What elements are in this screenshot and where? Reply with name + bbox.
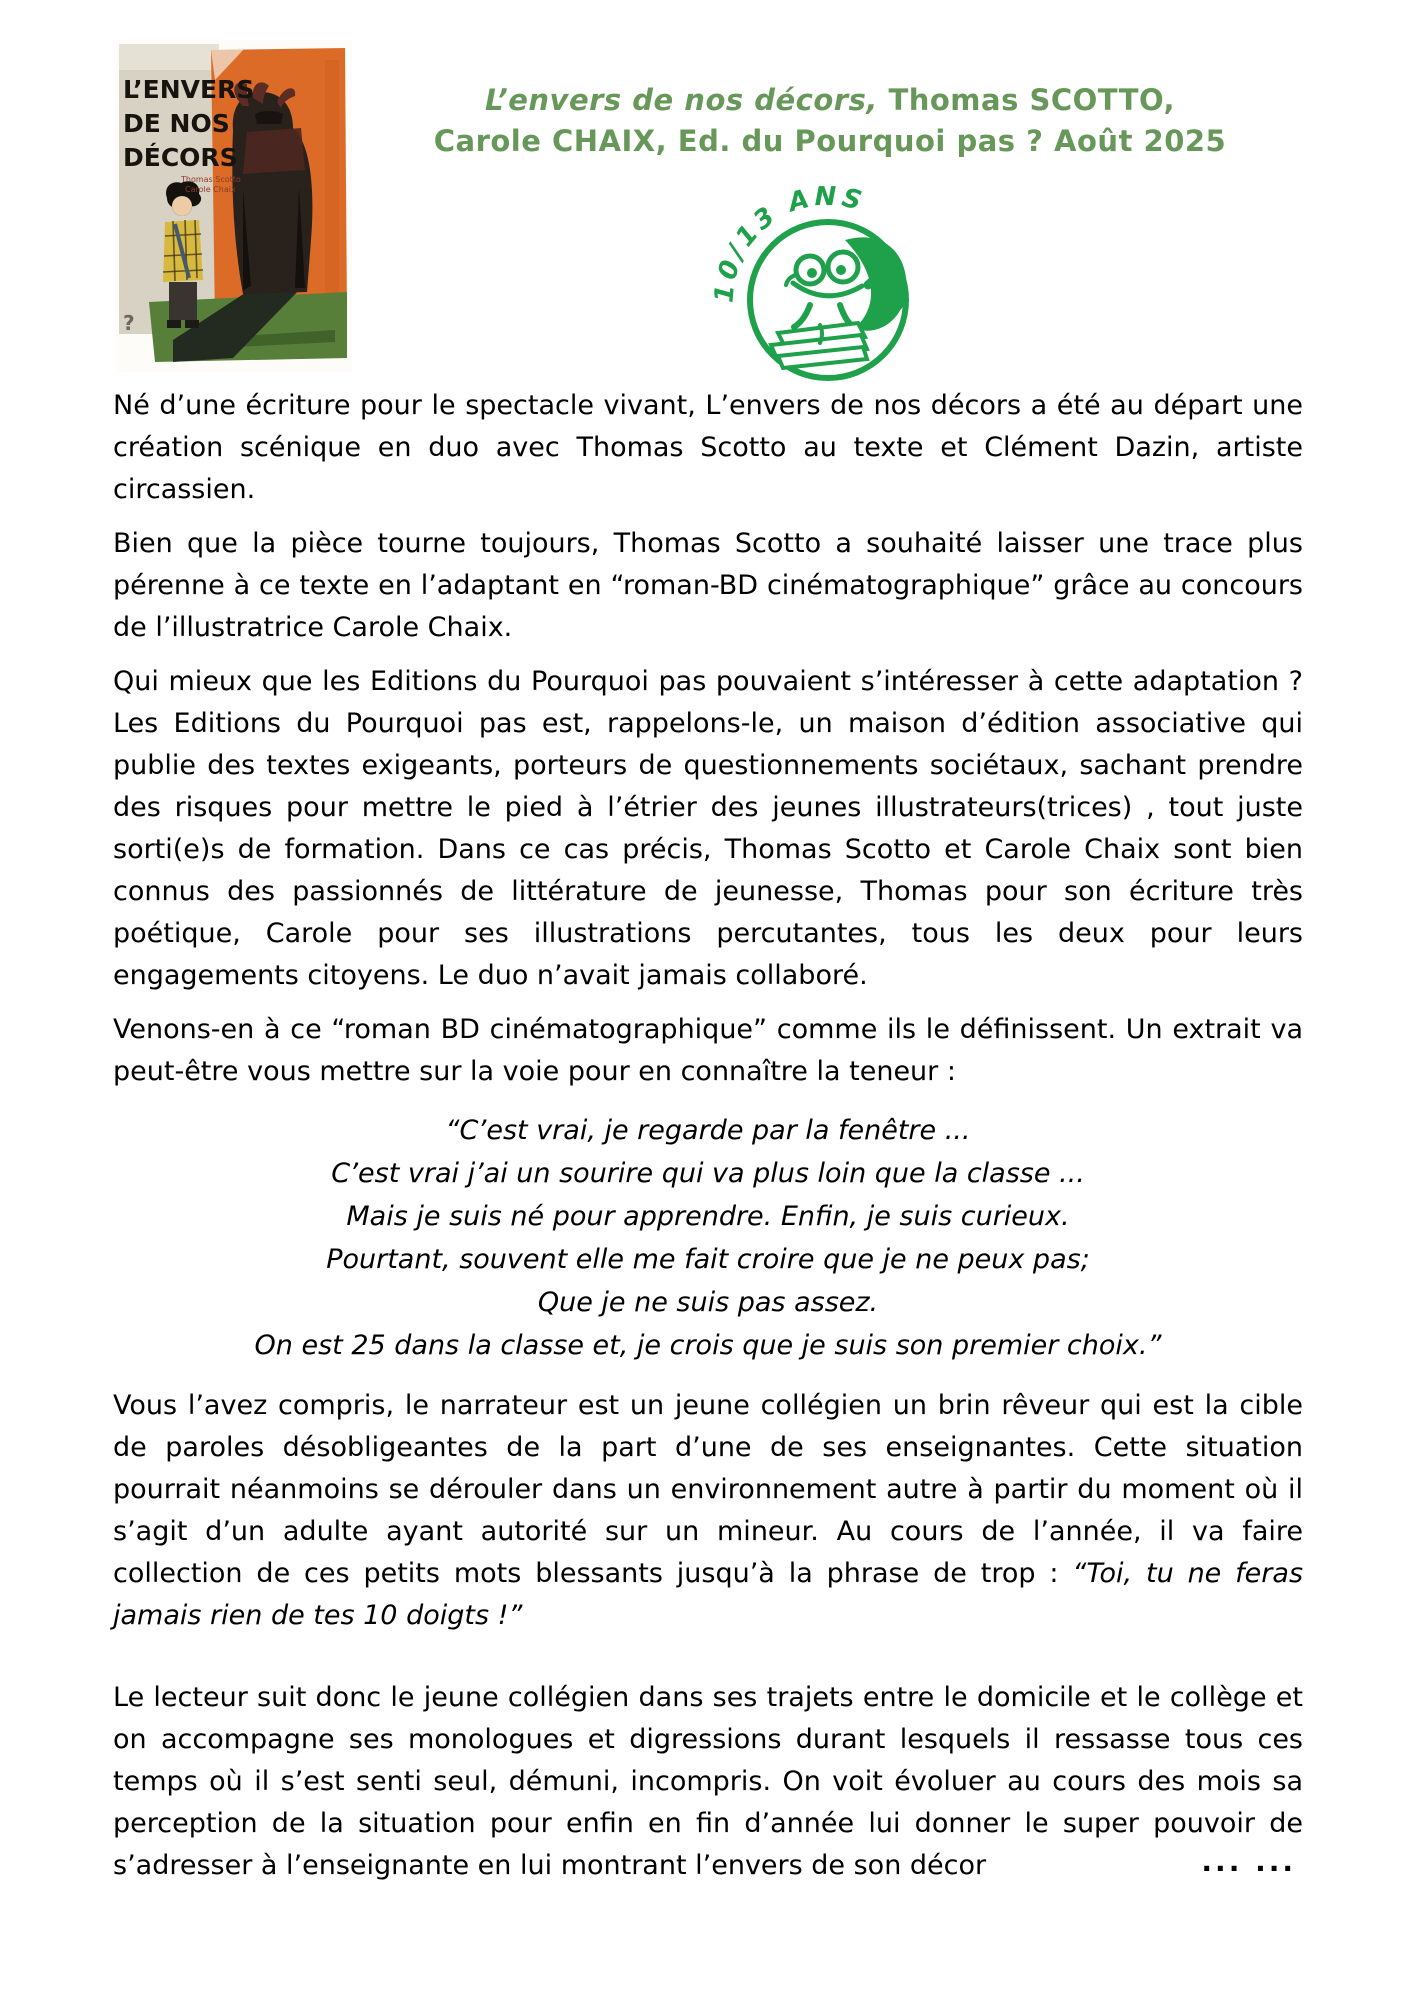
footer-ellipsis: ... ... [1201, 1845, 1296, 1878]
cover-boy-figure [163, 181, 203, 328]
article-body [113, 385, 1303, 1899]
page-title [430, 80, 1230, 162]
body-paragraph-5-quote: “Toi, tu ne feras jamais rien de tes 10 doigts !” [113, 1558, 1304, 1631]
cover-author-1: Thomas Scotto [181, 175, 241, 184]
body-paragraph-5 [113, 1385, 1303, 1637]
body-paragraph-3: Qui mieux que les Editions du Pourquoi pas pouvaient s’intéresser à cette adaptation ? Les Editions du Pourquoi pas est, rappelons-le, un maison d’édition associative qui publie des textes exigeants, porteurs de questionnements sociétaux, sachant prendre des risques pour mettre le pied à l’étrier des jeunes illustrateurs(trices) , tout juste sorti(e)s de formation. Dans ce cas précis, Thomas Scotto et Carole Chaix sont bien connus des passionnés de littérature de jeunesse, Thomas pour son écriture très poétique, Carole pour ses illustrations percutantes, tous les deux pour leurs engagements citoyens. Le duo n’avait jamais collaboré. [113, 666, 1303, 991]
svg-text:10/13 ANS [709, 185, 868, 304]
body-paragraph-1: Né d’une écriture pour le spectacle vivant, L’envers de nos décors a été au départ une création scénique en duo avec Thomas Scotto au texte et Clément Dazin, artiste circassien. [113, 390, 1303, 505]
body-paragraph-5-main: Vous l’avez compris, le narrateur est un jeune collégien un brin rêveur qui est la cible de paroles désobligeantes de la part d’une de ses enseignantes. Cette situation pourrait néanmoins se dérouler dans un environnement autre à partir du moment où il s’agit d’un adulte ayant autorité sur un mineur. Au cours de l’année, il va faire collection de ces petits mots blessants jusqu’à la phrase de trop : [113, 1390, 1303, 1589]
cover-author-2: Carole Chaix [185, 185, 236, 194]
page-title-line1 [430, 80, 1230, 121]
cover-question-mark: ? [123, 311, 135, 335]
quote-line-4: Pourtant, souvent elle me fait croire que je ne peux pas; [326, 1244, 1090, 1275]
cover-title-line1: L’ENVERS [123, 75, 255, 104]
body-paragraph-6: Le lecteur suit donc le jeune collégien dans ses trajets entre le domicile et le collège et on accompagne ses monologues et digressions durant lesquels il ressasse tous ces temps où il s’est senti seul, démuni, incompris. On voit évoluer au cours des mois sa perception de la situation pour enfin en fin d’année lui donner le super pouvoir de s’adresser à l’enseignante en lui montrant l’envers de son décor [113, 1682, 1303, 1881]
cover-title-line3: DÉCORS [123, 143, 238, 172]
age-badge-logo [660, 185, 1000, 385]
cover-authors [180, 175, 241, 194]
body-paragraph-2: Bien que la pièce tourne toujours, Thomas Scotto a souhaité laisser une trace plus pérenne à ce texte en l’adaptant en “roman-BD cinématographique” grâce au concours de l’illustratrice Carole Chaix. [113, 528, 1303, 643]
quote-line-6: On est 25 dans la classe et, je crois que je suis son premier choix.” [254, 1330, 1162, 1361]
cover-title-line2: DE NOS [123, 109, 230, 138]
age-range-label: 10/13 ANS [709, 185, 869, 304]
quote-line-2: C’est vrai j’ai un sourire qui va plus loin que la classe ... [331, 1158, 1085, 1189]
cover-orange-streak [325, 60, 339, 300]
page-title-line2: Carole CHAIX, Ed. du Pourquoi pas ? Août 2025 [433, 124, 1227, 158]
quote-line-1: “C’est vrai, je regarde par la fenêtre ... [445, 1115, 971, 1146]
quote-line-5: Que je ne suis pas assez. [537, 1287, 879, 1318]
quote-block [113, 1109, 1303, 1367]
cover-beige-highlight [119, 44, 219, 70]
page-title-book-name: L’envers de nos décors, [484, 83, 878, 117]
book-cover-image [115, 40, 352, 372]
body-paragraph-4: Venons-en à ce “roman BD cinématographique” comme ils le définissent. Un extrait va peut-être vous mettre sur la voie pour en connaître la teneur : [113, 1014, 1303, 1087]
quote-line-3: Mais je suis né pour apprendre. Enfin, je suis curieux. [346, 1201, 1070, 1232]
page-title-author: Thomas SCOTTO, [877, 83, 1176, 117]
